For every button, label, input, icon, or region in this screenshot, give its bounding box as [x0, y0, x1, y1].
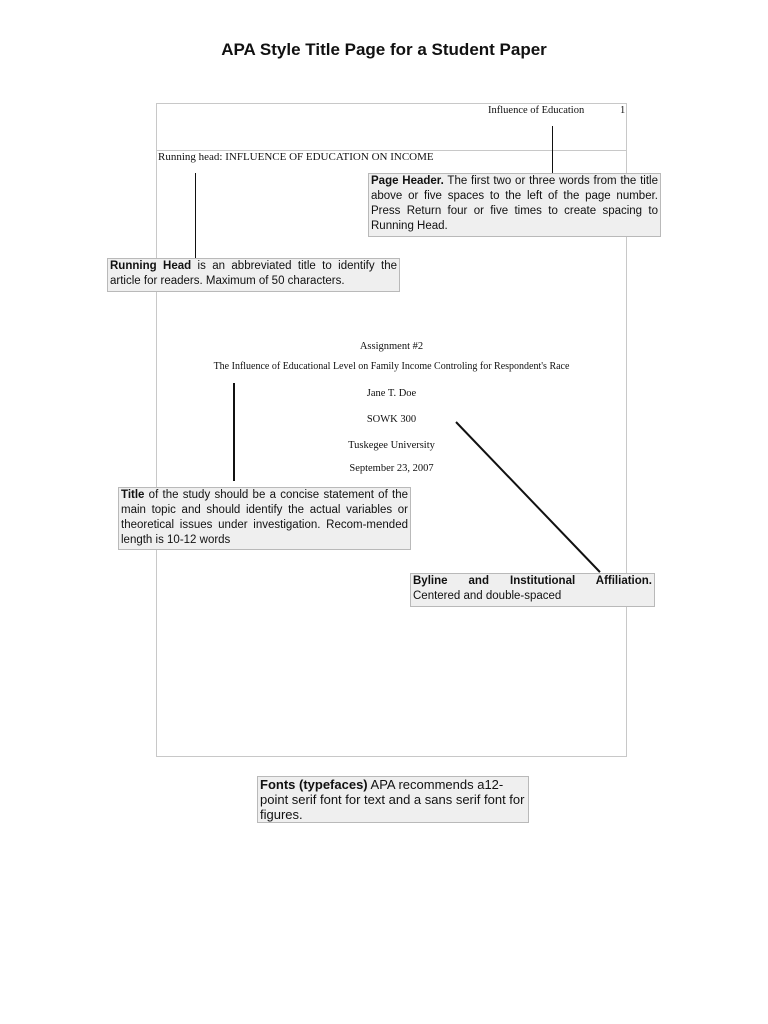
paper-title: The Influence of Educational Level on Family Income Controling for Respondent's Race [213, 361, 570, 372]
byline-callout [410, 573, 655, 607]
byline-callout-label: Byline and Institutional Affiliation. [413, 575, 652, 587]
institution-name: Tuskegee University [348, 440, 435, 451]
title-callout [118, 487, 411, 550]
running-head-callout-text: is an abbreviated title to identify the article for readers. Maximum of 50 characters. [110, 260, 397, 287]
running-head-callout [107, 258, 400, 292]
author-name: Jane T. Doe [366, 388, 417, 399]
course-name: SOWK 300 [366, 414, 417, 425]
byline-callout-text: Centered and double-spaced [413, 590, 562, 602]
title-connector [233, 383, 235, 481]
page-header-callout-label: Page Header. [371, 175, 444, 187]
running-head-connector [195, 173, 196, 258]
title-callout-text: of the study should be a concise statement of the main topic and should identify the actual variables or theoretical issues under investigation. Recom-mended length is 10-12 words [121, 489, 408, 546]
fonts-callout [257, 776, 529, 823]
assignment-label: Assignment #2 [359, 341, 424, 352]
page-header-connector [552, 126, 553, 173]
fonts-callout-text: APA recommends a12-point serif font for text and a sans serif font for figures. [260, 777, 525, 822]
title-callout-label: Title [121, 489, 145, 501]
fonts-callout-label: Fonts (typefaces) [260, 777, 368, 792]
page-header-callout [368, 173, 661, 237]
paper-date: September 23, 2007 [349, 463, 434, 474]
running-head-callout-label: Running Head [110, 260, 192, 272]
page-header-callout-text: The first two or three words from the title above or five spaces to the left of the page number. Press Return four or five times to create spacing to Running Head. [371, 175, 659, 232]
page-number: 1 [620, 105, 626, 116]
running-head: Running head: INFLUENCE OF EDUCATION ON INCOME [158, 151, 434, 163]
page-heading: APA Style Title Page for a Student Paper [221, 40, 547, 59]
page-header-text: Influence of Education [488, 105, 585, 116]
